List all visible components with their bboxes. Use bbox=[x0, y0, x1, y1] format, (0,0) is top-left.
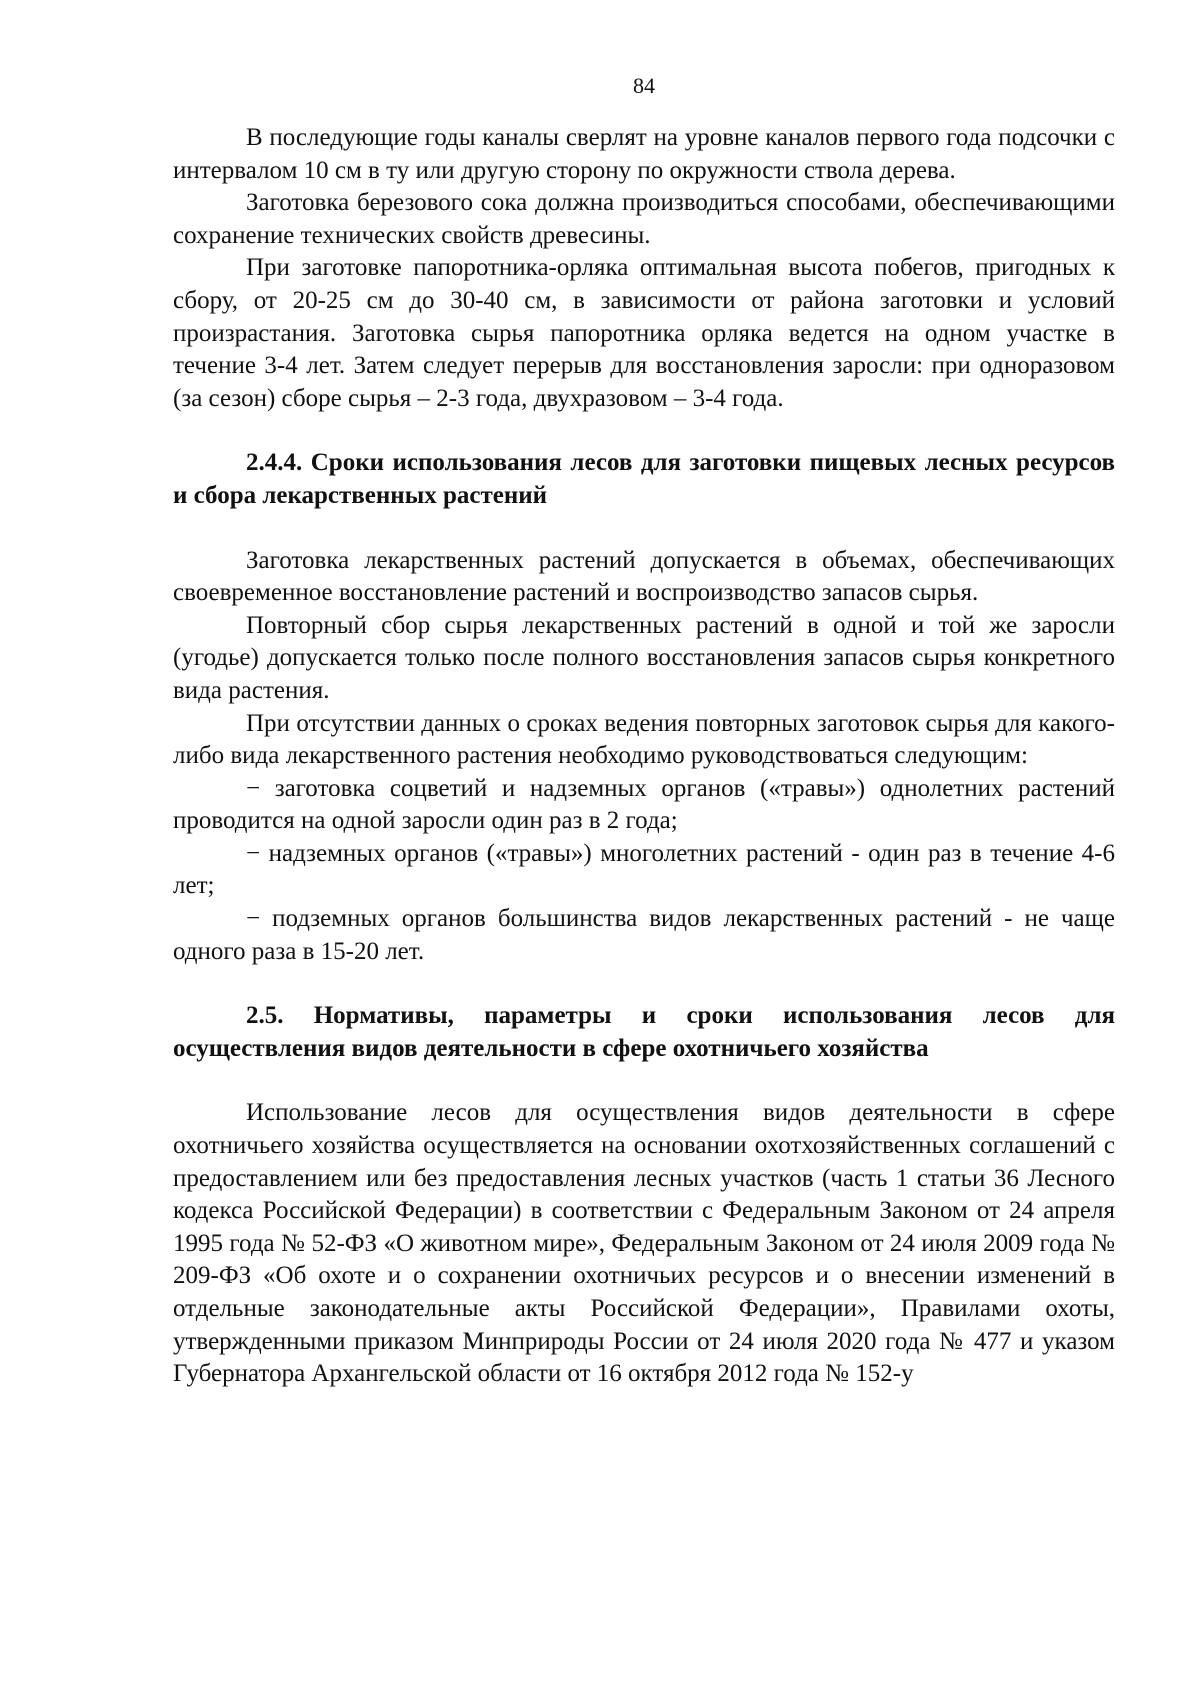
document-body bbox=[173, 122, 1115, 1391]
paragraph: В последующие годы каналы сверлят на уровне каналов первого года подсочки с интервалом 10 см в ту или другую сторону по окружности ствола дерева. bbox=[173, 124, 1115, 184]
paragraph: При заготовке папоротника-орляка оптимальная высота побегов, пригодных к сбору, от 20-25 см до 30-40 см, в зависимости от района заготовки и условий произрастания. Заготовка сырья папоротника орляка ведется на одном участке в течение 3-4 лет. Затем следует перерыв для восстановления заросли: при одноразовом (за сезон) сборе сырья – 2-3 года, двухразовом – 3-4 года. bbox=[173, 254, 1115, 412]
paragraph: Заготовка березового сока должна производиться способами, обеспечивающими сохранение технических свойств древесины. bbox=[173, 189, 1115, 249]
paragraph: Использование лесов для осуществления видов деятельности в сфере охотничьего хозяйства осуществляется на основании охотхозяйственных соглашений с предоставлением или без предоставления лесных участков (часть 1 статьи 36 Лесного кодекса Российской Федерации) в соответствии с Федеральным Законом от 24 апреля 1995 года № 52-ФЗ «О животном мире», Федеральным Законом от 24 июля 2009 года № 209-ФЗ «Об охоте и о сохранении охотничьих ресурсов и о внесении изменений в отдельные законодательные акты Российской Федерации», Правилами охоты, утвержденными приказом Минприроды России от 24 июля 2020 года № 477 и указом Губернатора Архангельской области от 16 октября 2012 года № 152-у bbox=[173, 1099, 1115, 1388]
paragraph: Повторный сбор сырья лекарственных растений в одной и той же заросли (угодье) допускается только после полного восстановления запасов сырья конкретного вида растения. bbox=[173, 611, 1115, 704]
paragraph: При отсутствии данных о сроках ведения повторных заготовок сырья для какого-либо вида лекарственного растения необходимо руководствоваться следующим: bbox=[173, 709, 1115, 770]
section-heading-2-4-4: 2.4.4. Сроки использования лесов для заготовки пищевых лесных ресурсов и сбора лекарственных растений bbox=[173, 449, 1115, 509]
list-item: − подземных органов большинства видов лекарственных растений - не чаще одного раза в 15-20 лет. bbox=[173, 905, 1115, 965]
paragraph: Заготовка лекарственных растений допускается в объемах, обеспечивающих своевременное восстановление растений и воспроизводство запасов сырья. bbox=[173, 546, 1115, 607]
list-item: − надземных органов («травы») многолетних растений - один раз в течение 4-6 лет; bbox=[173, 839, 1115, 900]
section-heading-2-5: 2.5. Нормативы, параметры и сроки использования лесов для осуществления видов деятельности в сфере охотничьего хозяйства bbox=[173, 1002, 1115, 1062]
page-number: 84 bbox=[633, 73, 655, 98]
list-item: − заготовка соцветий и надземных органов («травы») однолетних растений проводится на одной заросли один раз в 2 года; bbox=[173, 774, 1115, 835]
